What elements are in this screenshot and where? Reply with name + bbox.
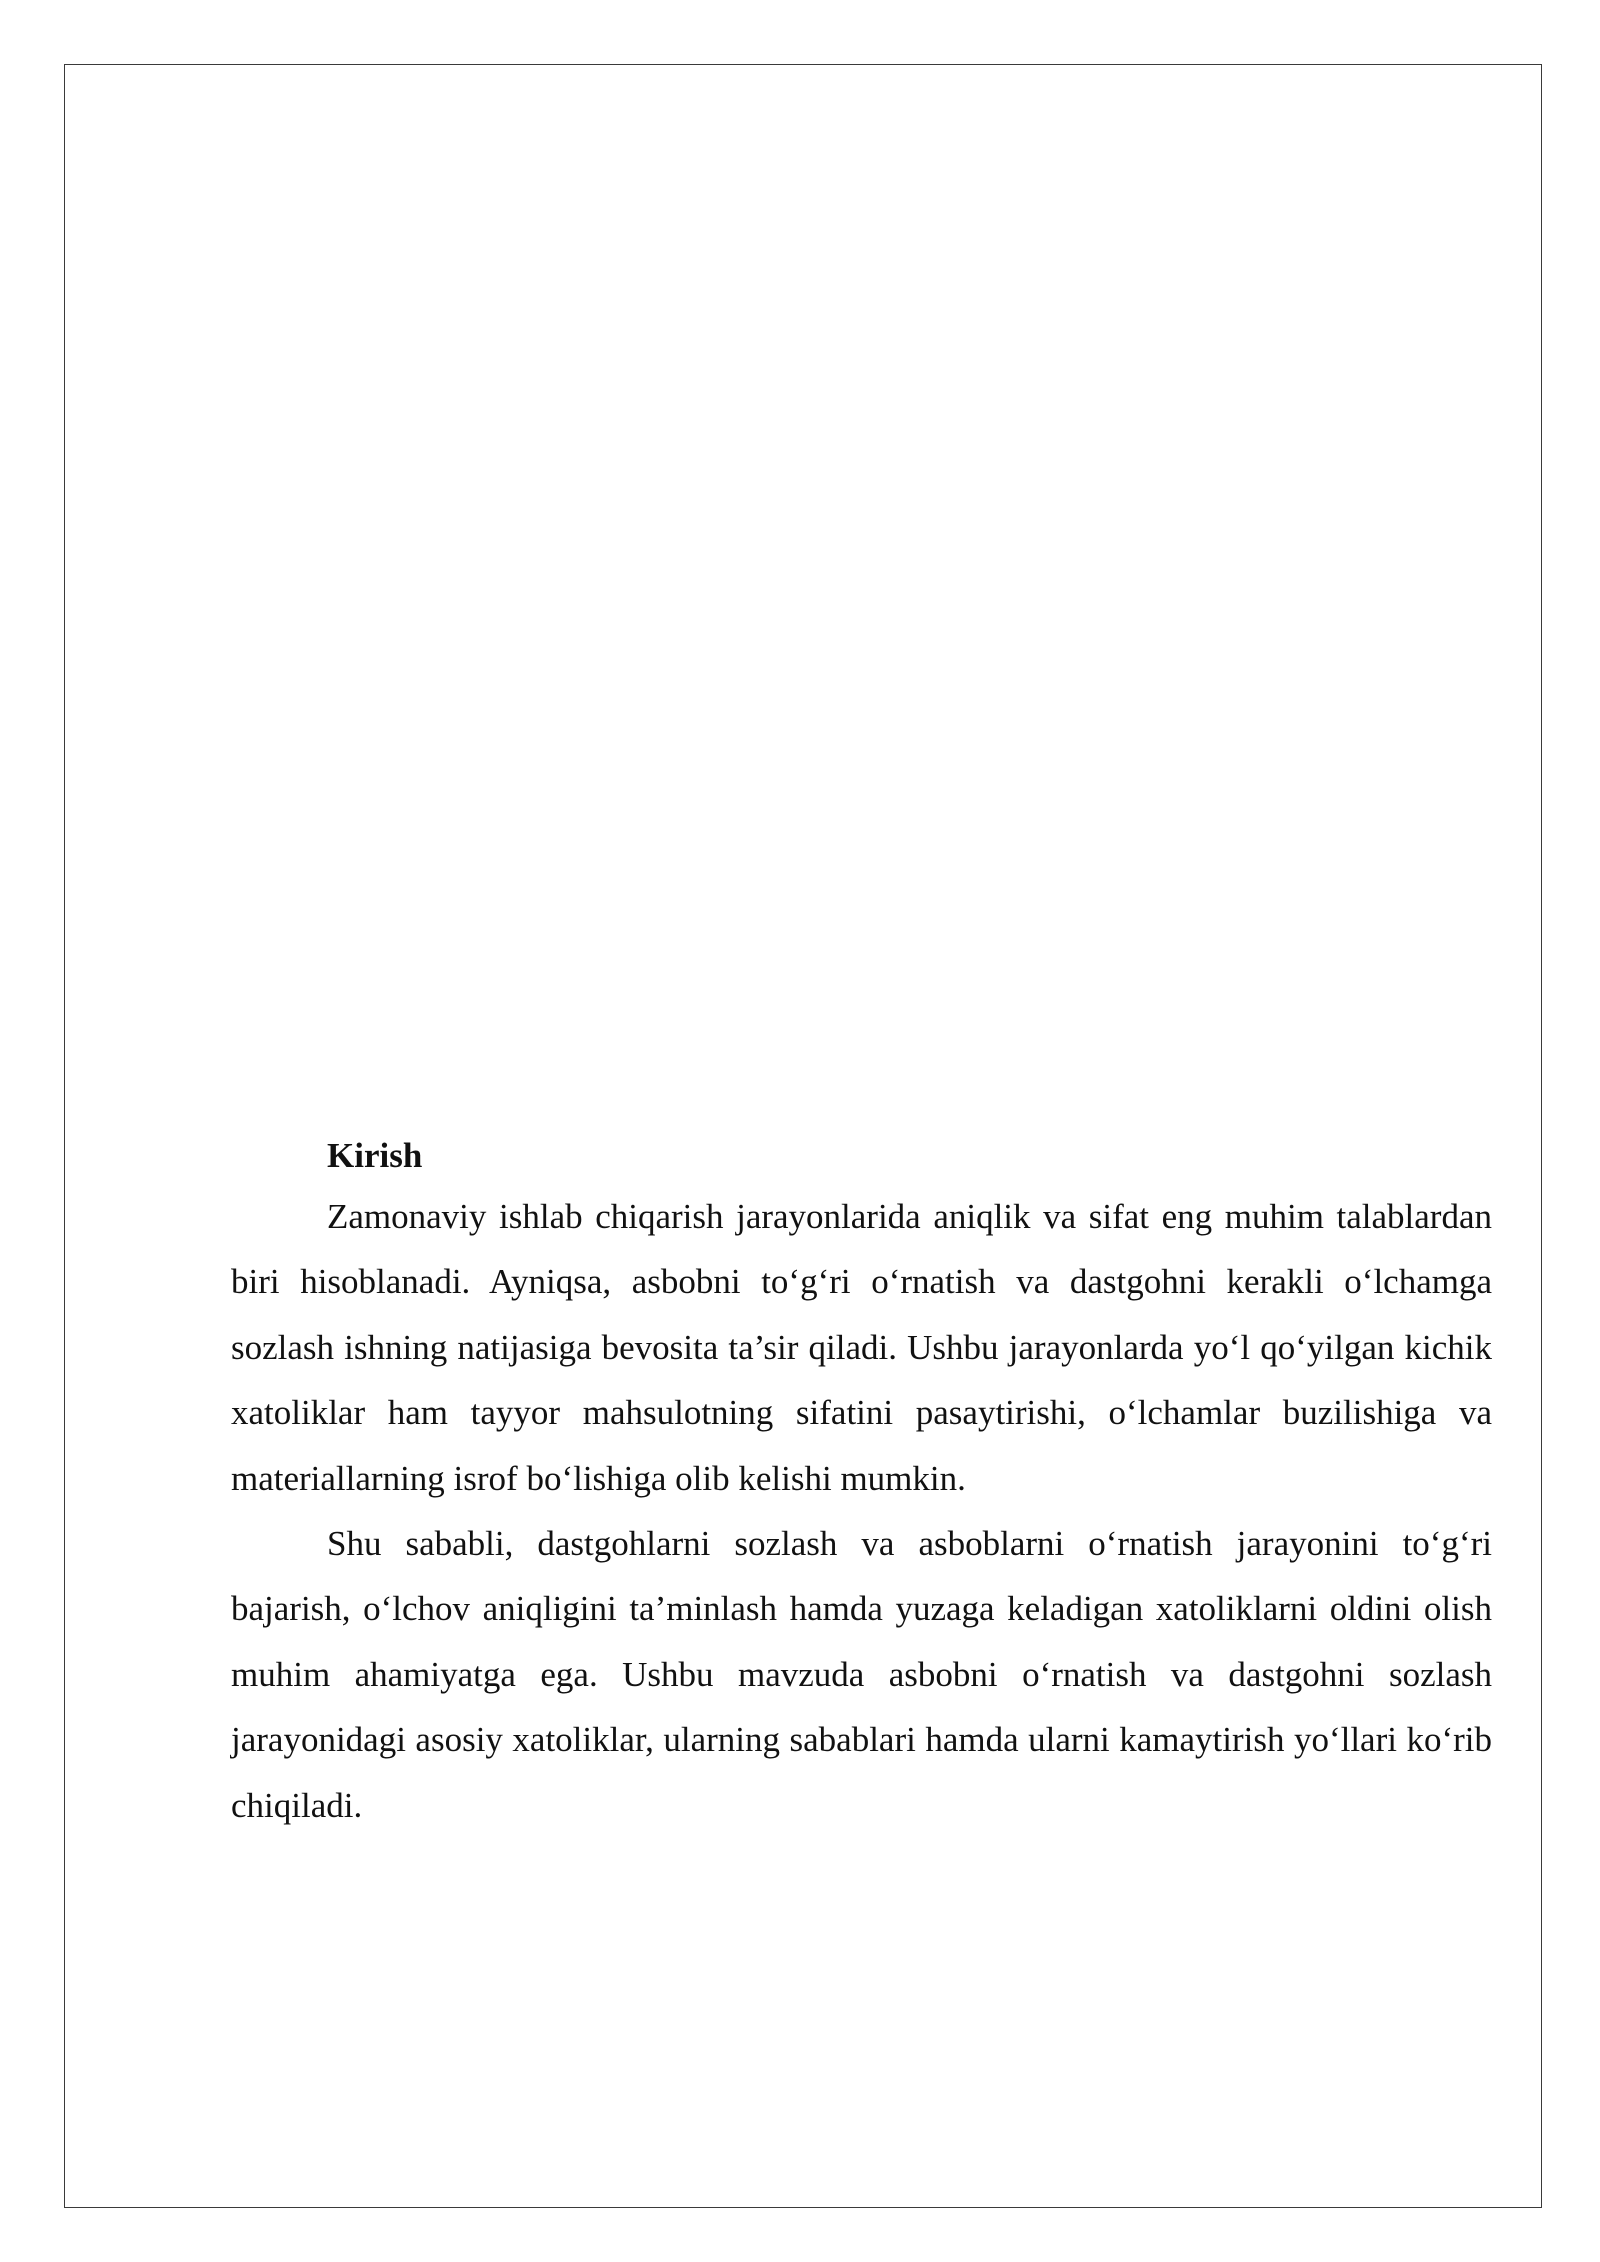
section-heading: Kirish	[327, 1136, 423, 1175]
paragraph-1: Zamonaviy ishlab chiqarish jarayonlarida aniqlik va sifat eng muhim talablardan biri hisoblanadi. Ayniqsa, asbobni to‘g‘ri o‘rnatish va dastgohni kerakli o‘lchamga sozlash ishning natijasiga bevosita ta’sir qiladi. Ushbu jarayonlarda yo‘l qo‘yilgan kichik xatoliklar ham tayyor mahsulotning sifatini pasaytirishi, o‘lchamlar buzilishiga va materiallarning isrof bo‘lishiga olib kelishi mumkin.	[231, 1197, 1492, 1498]
document-body	[231, 1132, 1492, 1838]
paragraph-2: Shu sababli, dastgohlarni sozlash va asboblarni o‘rnatish jarayonini to‘g‘ri bajarish, o‘lchov aniqligini ta’minlash hamda yuzaga keladigan xatoliklarni oldini olish muhim ahamiyatga ega. Ushbu mavzuda asbobni o‘rnatish va dastgohni sozlash jarayonidagi asosiy xatoliklar, ularning sabablari hamda ularni kamaytirish yo‘llari ko‘rib chiqiladi.	[231, 1524, 1492, 1825]
